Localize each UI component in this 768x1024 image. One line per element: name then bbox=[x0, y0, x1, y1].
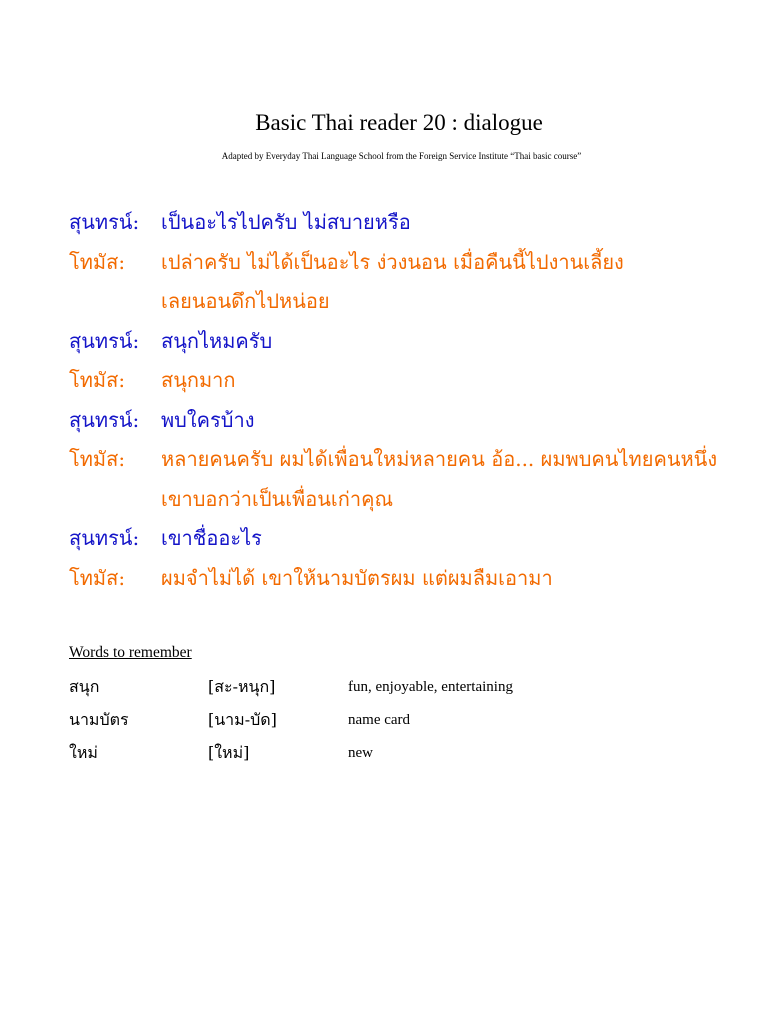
dialogue-text: สนุกมาก bbox=[161, 368, 236, 392]
vocabulary-english: new bbox=[348, 745, 373, 761]
dialogue-line bbox=[69, 322, 749, 362]
dialogue-line bbox=[69, 440, 749, 480]
speaker-label: โทมัส: bbox=[69, 249, 126, 274]
speaker-label: สุนทรน์: bbox=[69, 407, 140, 432]
speaker-label: โทมัส: bbox=[69, 368, 126, 392]
dialogue-text: เปล่าครับ ไม่ได้เป็นอะไร ง่วงนอน เมื่อคืนนี้ไปงานเลี้ยง bbox=[161, 249, 624, 274]
vocabulary-thai: ใหม่ bbox=[69, 743, 98, 762]
dialogue bbox=[69, 203, 749, 598]
dialogue-text: เลยนอนดึกไปหน่อย bbox=[161, 289, 330, 313]
dialogue-line bbox=[69, 243, 749, 283]
vocabulary-pronunciation: [สะ-หนุก] bbox=[208, 677, 276, 696]
speaker-label: โทมัส: bbox=[69, 565, 126, 590]
dialogue-line bbox=[69, 519, 749, 559]
dialogue-line bbox=[69, 361, 749, 401]
dialogue-line-continuation bbox=[69, 282, 749, 322]
vocabulary-heading: Words to remember bbox=[69, 644, 192, 661]
dialogue-text: เขาบอกว่าเป็นเพื่อนเก่าคุณ bbox=[161, 486, 394, 511]
dialogue-line bbox=[69, 401, 749, 441]
page-title: Basic Thai reader 20 : dialogue bbox=[255, 110, 543, 135]
vocabulary-list bbox=[69, 672, 709, 771]
dialogue-line-continuation bbox=[69, 480, 749, 520]
vocabulary-item bbox=[69, 705, 709, 738]
vocabulary-pronunciation: [นาม-บัด] bbox=[208, 710, 277, 729]
dialogue-text: เป็นอะไรไปครับ ไม่สบายหรือ bbox=[161, 210, 411, 234]
speaker-label: สุนทรน์: bbox=[69, 210, 140, 234]
vocabulary-english: name card bbox=[348, 712, 411, 728]
vocabulary-thai: สนุก bbox=[69, 677, 100, 696]
dialogue-text: ผมจำไม่ได้ เขาให้นามบัตรผม แต่ผมลืมเอามา bbox=[161, 565, 553, 590]
dialogue-text: เขาชื่ออะไร bbox=[161, 526, 262, 550]
vocabulary-english: fun, enjoyable, entertaining bbox=[348, 679, 513, 695]
dialogue-line bbox=[69, 559, 749, 599]
speaker-label: โทมัส: bbox=[69, 447, 126, 471]
vocabulary-item bbox=[69, 738, 709, 771]
vocabulary-item bbox=[69, 672, 709, 705]
dialogue-text: สนุกไหมครับ bbox=[161, 328, 273, 353]
vocabulary-thai: นามบัตร bbox=[69, 710, 129, 729]
speaker-label: สุนทรน์: bbox=[69, 526, 140, 550]
speaker-label: สุนทรน์: bbox=[69, 328, 140, 353]
dialogue-text: พบใครบ้าง bbox=[161, 407, 255, 432]
page-subtitle: Adapted by Everyday Thai Language School from the Foreign Service Institute “Thai basic course” bbox=[221, 151, 582, 161]
dialogue-line bbox=[69, 203, 749, 243]
dialogue-text: หลายคนครับ ผมได้เพื่อนใหม่หลายคน อ้อ... ผมพบคนไทยคนหนึ่ง bbox=[161, 447, 718, 471]
vocabulary-pronunciation: [ใหม่] bbox=[208, 743, 250, 762]
